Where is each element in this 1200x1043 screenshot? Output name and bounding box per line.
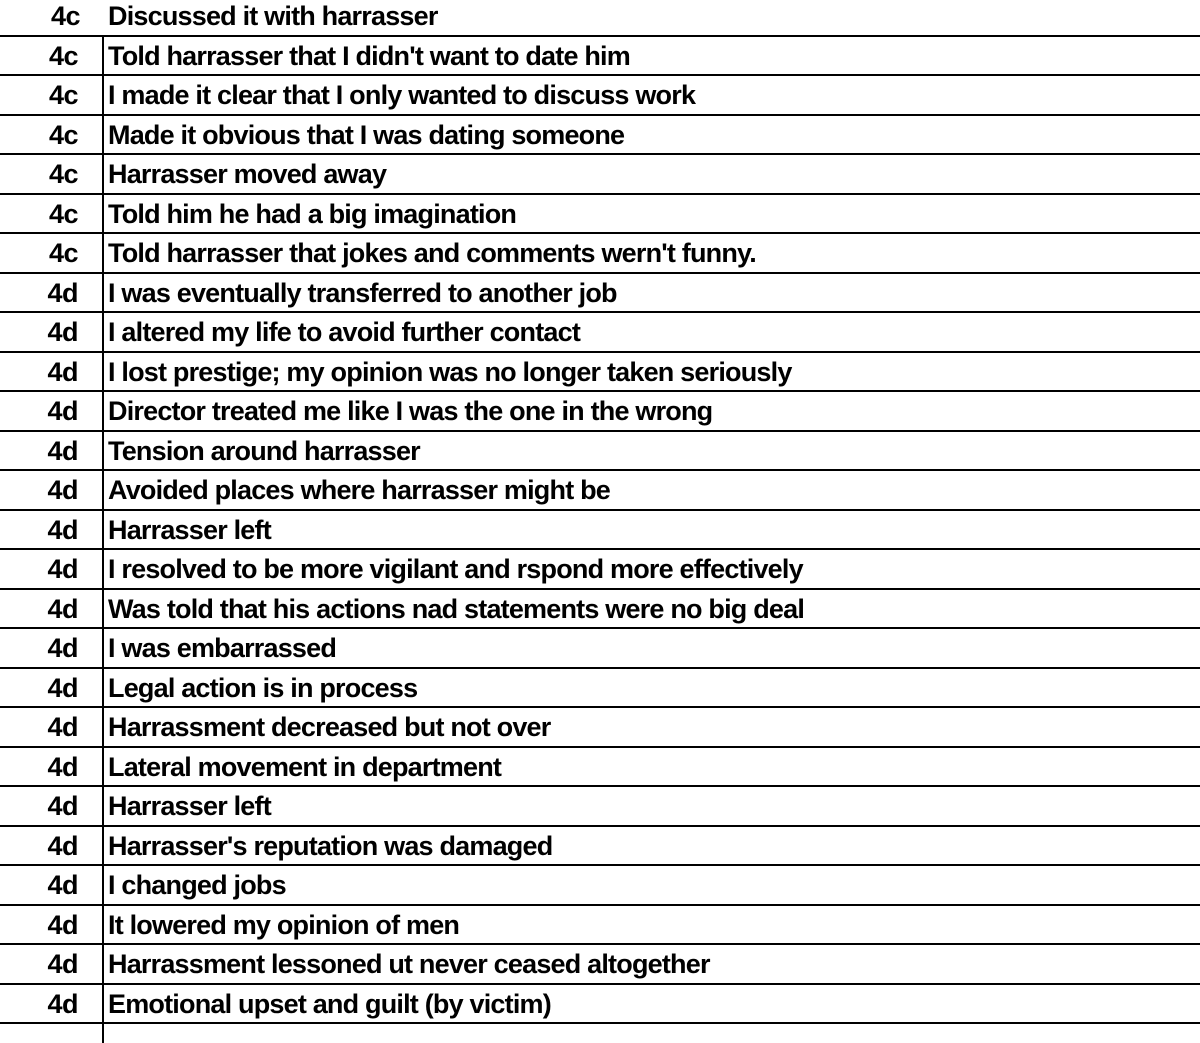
table-row bbox=[0, 76, 1200, 116]
row-code: 4d bbox=[0, 392, 104, 430]
row-text: I was embarrassed bbox=[108, 633, 337, 663]
row-code: 4c bbox=[0, 37, 104, 75]
table-row bbox=[0, 392, 1200, 432]
row-text: Discussed it with harrasser bbox=[108, 1, 438, 31]
table-row bbox=[0, 353, 1200, 393]
table-row bbox=[0, 195, 1200, 235]
table-row-cutoff bbox=[0, 1024, 1200, 1043]
table-row bbox=[0, 432, 1200, 472]
table-row bbox=[0, 116, 1200, 156]
table-row bbox=[0, 748, 1200, 788]
table-row bbox=[0, 906, 1200, 946]
row-code: 4d bbox=[0, 353, 104, 391]
row-text: I was eventually transferred to another job bbox=[108, 277, 617, 308]
row-code: 4d bbox=[0, 945, 104, 983]
table-row bbox=[0, 985, 1200, 1025]
row-text: Harrassment lessoned ut never ceased altogether bbox=[108, 949, 710, 979]
row-code: 4c bbox=[0, 195, 104, 233]
row-text: Harrasser left bbox=[108, 791, 271, 821]
table-row bbox=[0, 155, 1200, 195]
row-code: 4c bbox=[0, 234, 104, 272]
row-text: I made it clear that I only wanted to discuss work bbox=[108, 80, 696, 110]
row-code: 4d bbox=[0, 550, 104, 588]
row-code: 4d bbox=[0, 629, 104, 667]
row-code: 4d bbox=[0, 906, 104, 944]
row-text: Told harrasser that I didn't want to date him bbox=[108, 40, 630, 71]
row-text: Tension around harrasser bbox=[108, 435, 420, 466]
table-row bbox=[0, 945, 1200, 985]
table-row bbox=[0, 313, 1200, 353]
row-text: Legal action is in process bbox=[108, 672, 418, 703]
row-code: 4d bbox=[0, 511, 104, 549]
row-text: It lowered my opinion of men bbox=[108, 909, 460, 940]
row-text: Told harrasser that jokes and comments wern't funny. bbox=[108, 238, 756, 268]
row-text: I altered my life to avoid further contact bbox=[108, 317, 581, 347]
row-code: 4d bbox=[0, 985, 104, 1023]
row-code: 4d bbox=[0, 866, 104, 904]
row-code: 4d bbox=[0, 432, 104, 470]
table-row bbox=[0, 550, 1200, 590]
table-row bbox=[0, 629, 1200, 669]
row-text: I changed jobs bbox=[108, 870, 286, 900]
row-code-cutoff bbox=[0, 1024, 104, 1043]
row-code: 4d bbox=[0, 471, 104, 509]
row-code: 4d bbox=[0, 274, 104, 312]
table-row bbox=[0, 827, 1200, 867]
table-row bbox=[0, 37, 1200, 77]
row-code: 4c bbox=[0, 76, 104, 114]
row-code: 4d bbox=[0, 827, 104, 865]
row-text: Harrasser's reputation was damaged bbox=[108, 830, 553, 861]
row-text: Lateral movement in department bbox=[108, 751, 502, 782]
table-row bbox=[0, 234, 1200, 274]
table-row bbox=[0, 511, 1200, 551]
row-code: 4c bbox=[0, 155, 104, 193]
table-row bbox=[0, 866, 1200, 906]
row-code: 4c bbox=[0, 116, 104, 154]
table-row bbox=[0, 787, 1200, 827]
row-text: Harrassment decreased but not over bbox=[108, 712, 551, 742]
table-row bbox=[0, 590, 1200, 630]
row-text: I resolved to be more vigilant and rspond more effectively bbox=[108, 554, 803, 584]
table-row bbox=[0, 708, 1200, 748]
row-code: 4d bbox=[0, 748, 104, 786]
row-text: Emotional upset and guilt (by victim) bbox=[108, 988, 551, 1019]
row-text: Avoided places where harrasser might be bbox=[108, 475, 610, 505]
row-code: 4d bbox=[0, 708, 104, 746]
table-row bbox=[0, 274, 1200, 314]
row-text: I lost prestige; my opinion was no longer taken seriously bbox=[108, 356, 792, 387]
table-row bbox=[0, 669, 1200, 709]
row-text: Was told that his actions nad statements were no big deal bbox=[108, 593, 805, 624]
row-code: 4d bbox=[0, 787, 104, 825]
row-text: Harrasser left bbox=[108, 514, 271, 545]
row-text: Made it obvious that I was dating someone bbox=[108, 119, 625, 150]
row-text: Director treated me like I was the one in the wrong bbox=[108, 396, 713, 426]
table-row bbox=[0, 0, 1200, 37]
row-code: 4d bbox=[0, 313, 104, 351]
table-row bbox=[0, 471, 1200, 511]
row-text: Harrasser moved away bbox=[108, 159, 387, 189]
row-code: 4d bbox=[0, 590, 104, 628]
row-text: Told him he had a big imagination bbox=[108, 198, 517, 229]
row-code: 4c bbox=[50, 1, 80, 31]
row-code: 4d bbox=[0, 669, 104, 707]
